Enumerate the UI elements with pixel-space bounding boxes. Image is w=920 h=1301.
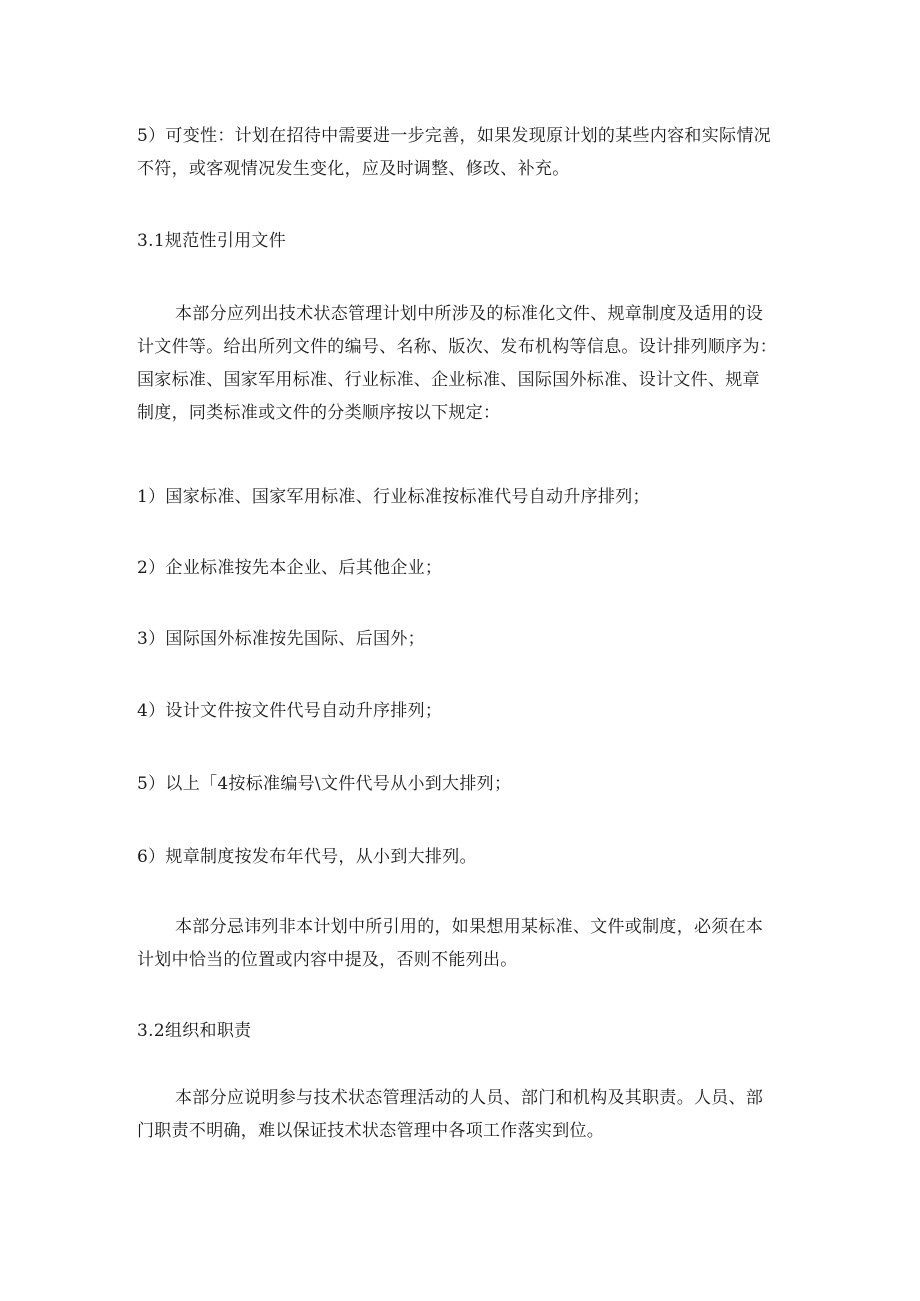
section-heading-3-1: 3.1规范性引用文件 <box>137 231 287 251</box>
list-item-rule-6: 6）规章制度按发布年代号，从小到大排列。 <box>137 847 477 867</box>
list-item-rule-4: 4）设计文件按文件代号自动升序排列； <box>137 701 443 721</box>
text-line: 制度，同类标准或文件的分类顺序按以下规定： <box>137 403 501 423</box>
text-line: 本部分应说明参与技术状态管理活动的人员、部门和机构及其职责。人员、部 <box>175 1088 764 1108</box>
list-item-rule-2: 2）企业标准按先本企业、后其他企业； <box>137 558 443 578</box>
text-line: 计文件等。给出所列文件的编号、名称、版次、发布机构等信息。设计排列顺序为： <box>137 337 778 357</box>
text-line: 国家标准、国家军用标准、行业标准、企业标准、国际国外标准、设计文件、规章 <box>137 370 760 390</box>
text-line: 本部分忌讳列非本计划中所引用的，如果想用某标准、文件或制度，必须在本 <box>175 917 764 937</box>
text-line: 本部分应列出技术状态管理计划中所涉及的标准化文件、规章制度及适用的设 <box>175 304 764 324</box>
paragraph-intro-3-1 <box>137 298 827 430</box>
text-line: 不符，或客观情况发生变化，应及时调整、修改、补充。 <box>137 159 570 179</box>
list-item-rule-5: 5）以上「4按标准编号\文件代号从小到大排列； <box>137 774 512 794</box>
paragraph-intro-3-2 <box>137 1082 827 1148</box>
text-line: 5）可变性：计划在招待中需要进一步完善，如果发现原计划的某些内容和实际情况 <box>137 126 771 146</box>
list-item-rule-1: 1）国家标准、国家军用标准、行业标准按标准代号自动升序排列； <box>137 487 650 507</box>
text-line: 计划中恰当的位置或内容中提及，否则不能列出。 <box>137 950 518 970</box>
paragraph-taboo <box>137 911 827 977</box>
paragraph-variability <box>137 120 827 186</box>
list-item-rule-3: 3）国际国外标准按先国际、后国外； <box>137 629 425 649</box>
section-heading-3-2: 3.2组织和职责 <box>137 1021 252 1041</box>
text-line: 门职责不明确，难以保证技术状态管理中各项工作落实到位。 <box>137 1121 605 1141</box>
